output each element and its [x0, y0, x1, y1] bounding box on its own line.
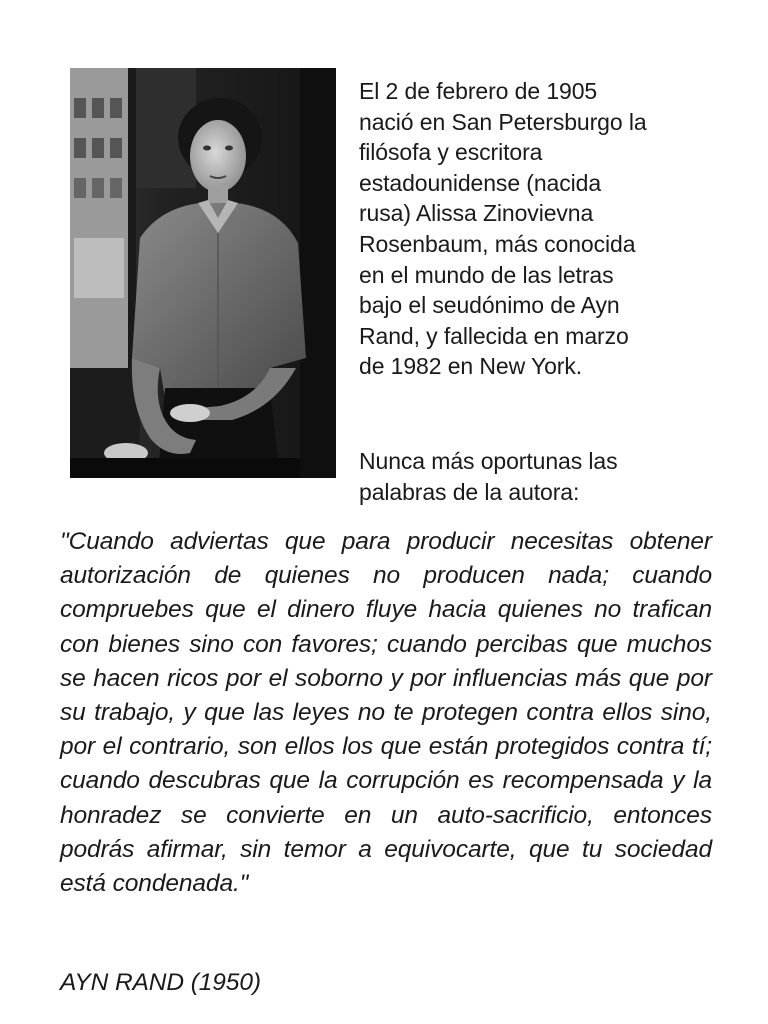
author-signature: AYN RAND (1950): [60, 969, 261, 996]
intro-paragraph: [359, 446, 719, 507]
intro-line: Nunca más oportunas las: [359, 448, 618, 474]
bio-line: estadounidense (nacida: [359, 169, 602, 196]
bio-line: bajo el seudónimo de Ayn: [359, 292, 620, 319]
portrait-image: [70, 68, 336, 478]
bio-line: nació en San Petersburgo la: [359, 108, 647, 135]
bio-line: de 1982 en New York.: [359, 353, 583, 380]
bio-line: El 2 de febrero de 1905: [359, 78, 598, 104]
quote-text: "Cuando adviertas que para producir necesitas obtener autorización de quienes no producen nada; cuando compruebes que el dinero fluye hacia quienes no trafican con bienes sino con favores; cuando percibas que muchos se hacen ricos por el soborno y por influencias más que por su trabajo, y que las leyes no te protegen contra ellos sino, por el contrario, son ellos los que están protegidos contra tí; cuando descubras que la corrupción es recompensada y la honradez se convierte en un auto-sacrificio, entonces podrás afirmar, sin temor a equivocarte, que tu sociedad está condenada.": [60, 528, 712, 898]
bio-paragraph: [359, 76, 719, 382]
bio-line: rusa) Alissa Zinovievna: [359, 200, 594, 227]
bio-line: en el mundo de las letras: [359, 261, 614, 288]
bio-line: Rosenbaum, más conocida: [359, 230, 636, 257]
bio-line: filósofa y escritora: [359, 139, 543, 166]
portrait-photo: [70, 68, 336, 478]
bio-line: Rand, y fallecida en marzo: [359, 322, 629, 349]
intro-line: palabras de la autora:: [359, 478, 580, 505]
